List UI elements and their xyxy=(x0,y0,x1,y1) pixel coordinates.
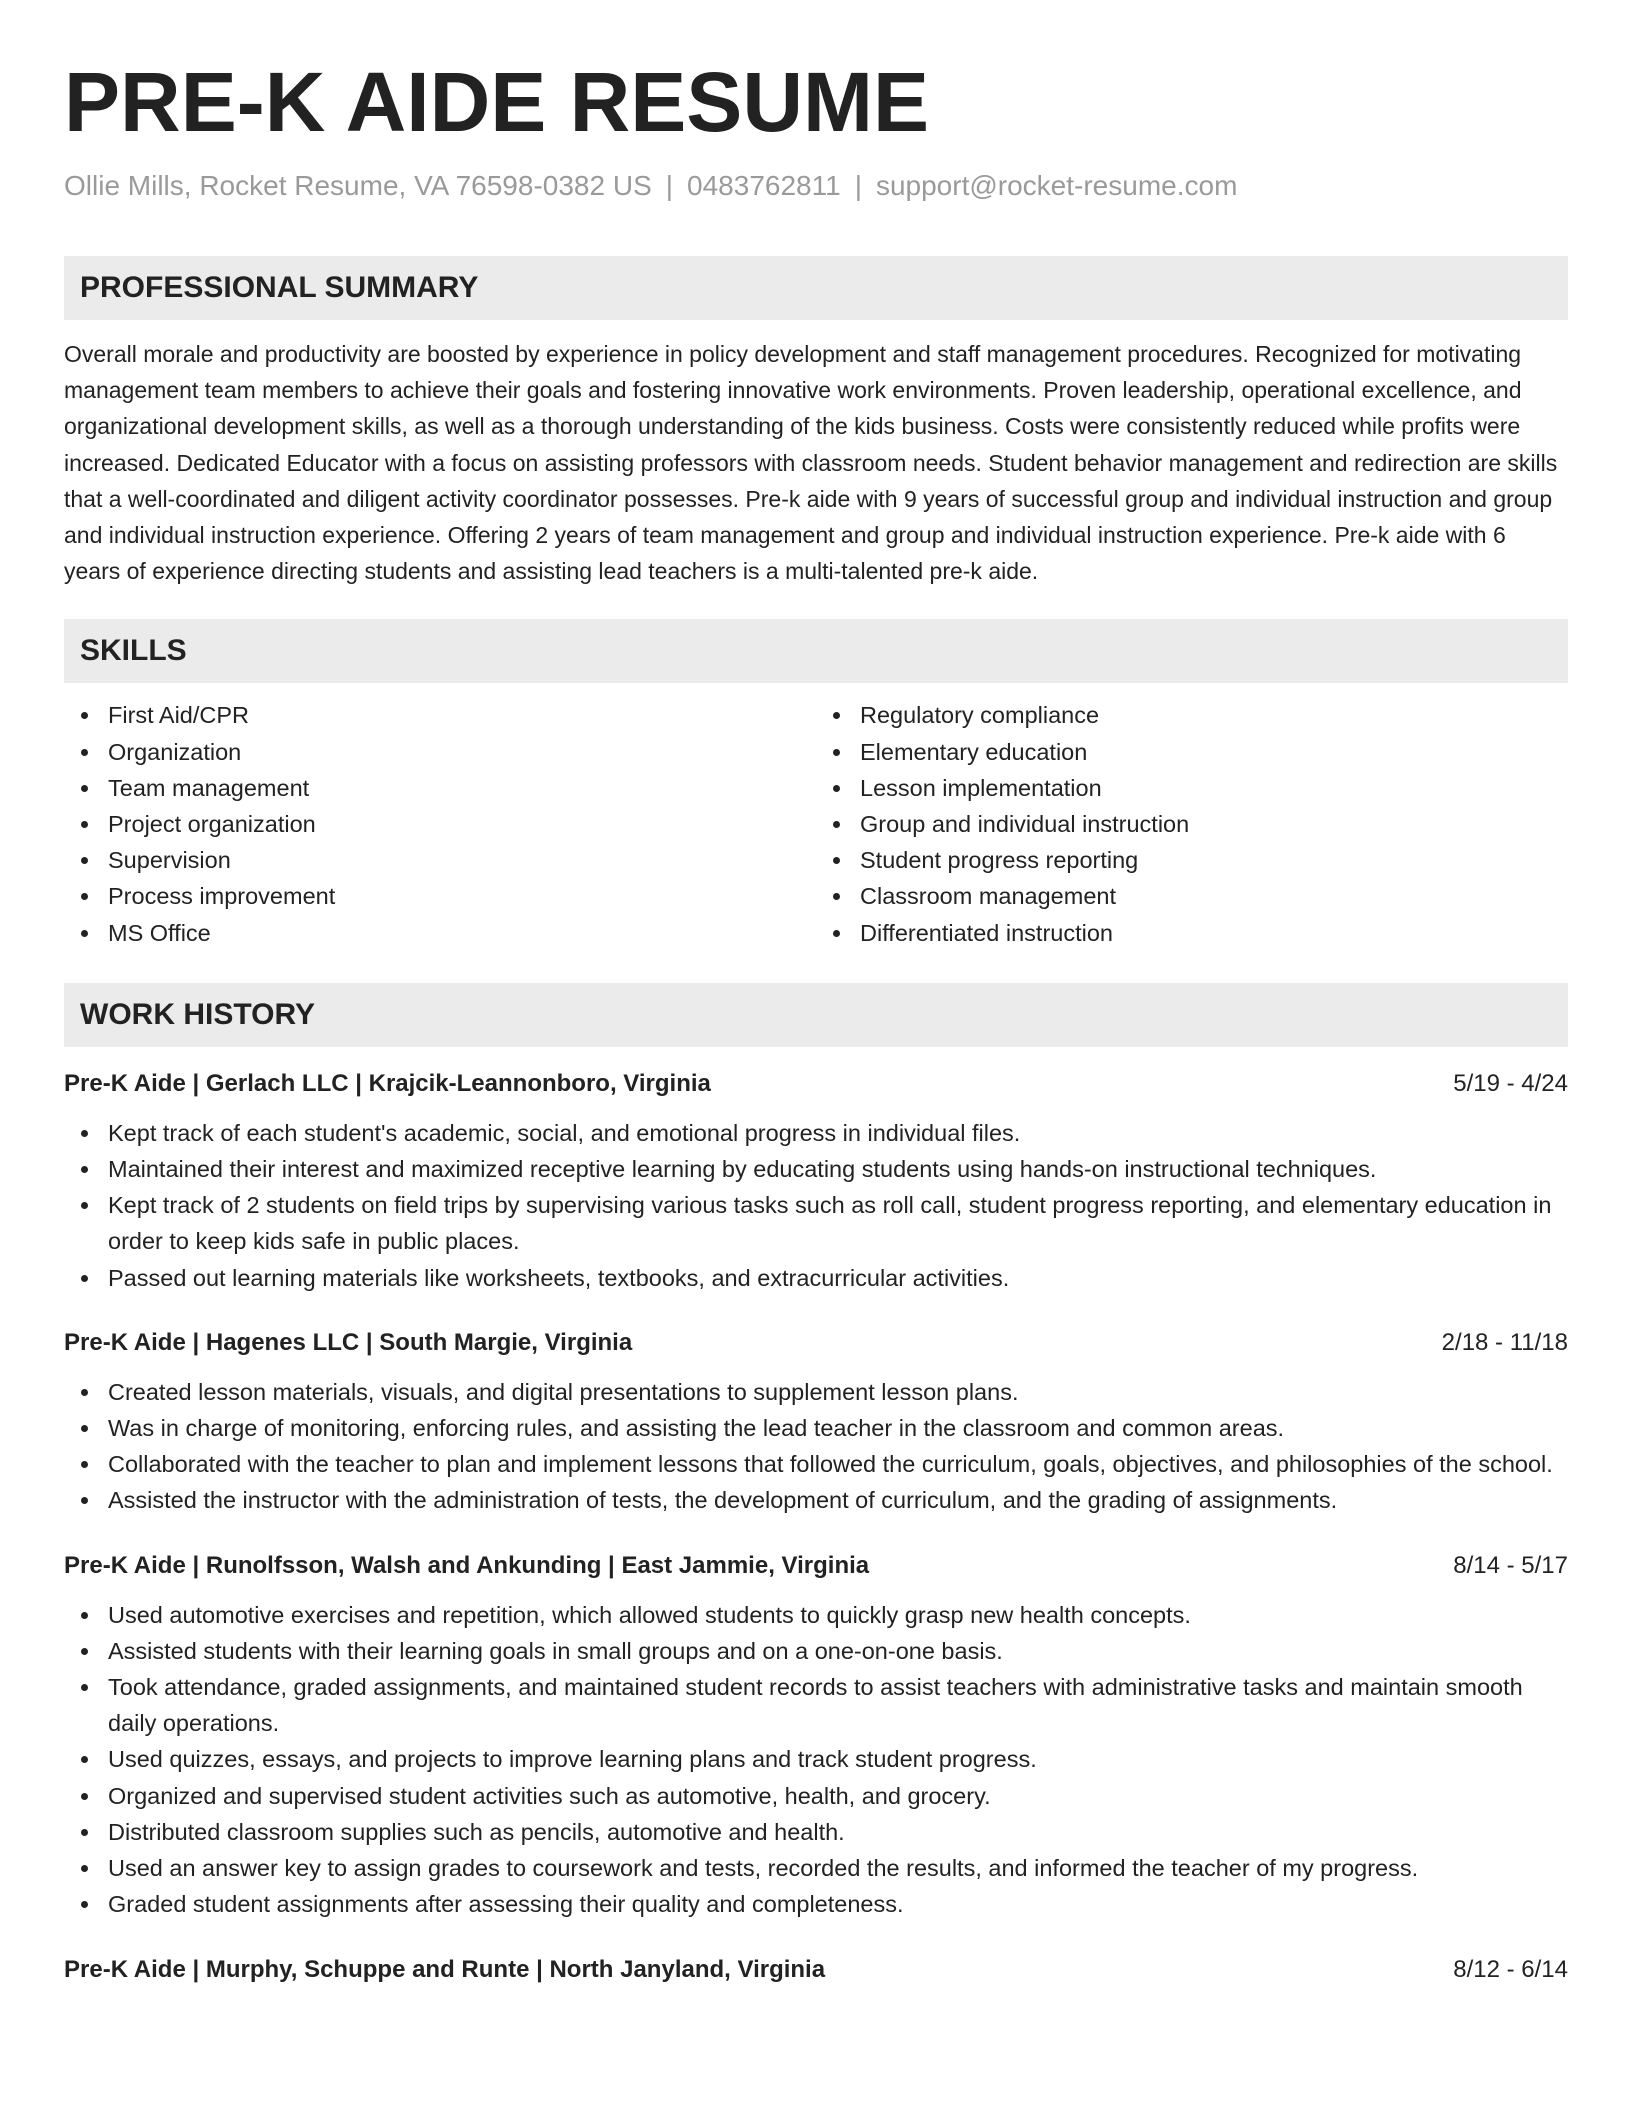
job-header xyxy=(64,1953,1568,1987)
job-title: Pre-K Aide | Hagenes LLC | South Margie, Virginia xyxy=(64,1328,633,1356)
skill-item: Differentiated instruction xyxy=(816,915,1568,951)
job-bullet: Graded student assignments after assessing their quality and completeness. xyxy=(64,1886,1568,1922)
contact-address: Ollie Mills, Rocket Resume, VA 76598-0382 US xyxy=(64,170,652,201)
job-bullet: Collaborated with the teacher to plan and implement lessons that followed the curriculum, goals, objectives, and philosophies of the school. xyxy=(64,1446,1568,1482)
job-bullets xyxy=(64,1115,1568,1296)
skill-item: Classroom management xyxy=(816,878,1568,914)
skills-column-right xyxy=(816,697,1568,950)
job-bullet: Kept track of each student's academic, social, and emotional progress in individual files. xyxy=(64,1115,1568,1151)
summary-text: Overall morale and productivity are boosted by experience in policy development and staff management procedures. Recognized for motivating management team members to achieve their goals and fostering innovative work environments. Proven leadership, operational excellence, and organizational development skills, as well as a thorough understanding of the kids business. Costs were consistently reduced while profits were increased. Dedicated Educator with a focus on assisting professors with classroom needs. Student behavior management and redirection are skills that a well-coordinated and diligent activity coordinator possesses. Pre-k aide with 9 years of successful group and individual instruction and group and individual instruction experience. Offering 2 years of team management and group and individual instruction experience. Pre-k aide with 6 years of experience directing students and assisting lead teachers is a multi-talented pre-k aide. xyxy=(64,341,1558,585)
contact-phone: 0483762811 xyxy=(687,170,841,201)
skills-list xyxy=(64,697,1568,950)
job-entry xyxy=(64,1067,1568,1296)
job-bullets xyxy=(64,1374,1568,1519)
skill-item: Organization xyxy=(64,734,816,770)
contact-email: support@rocket-resume.com xyxy=(875,170,1238,201)
job-bullet: Took attendance, graded assignments, and maintained student records to assist teachers with administrative tasks and maintain smooth daily operations. xyxy=(64,1669,1568,1741)
job-title: Pre-K Aide | Runolfsson, Walsh and Ankunding | East Jammie, Virginia xyxy=(64,1551,870,1579)
job-entry xyxy=(64,1953,1568,1987)
job-bullet: Was in charge of monitoring, enforcing rules, and assisting the lead teacher in the classroom and common areas. xyxy=(64,1410,1568,1446)
section-header-work-history: WORK HISTORY xyxy=(64,983,1568,1047)
skill-item: Process improvement xyxy=(64,878,816,914)
job-title: Pre-K Aide | Murphy, Schuppe and Runte | North Janyland, Virginia xyxy=(64,1955,826,1983)
job-dates: 8/12 - 6/14 xyxy=(1453,1955,1568,1983)
job-bullet: Maintained their interest and maximized receptive learning by educating students using hands-on instructional techniques. xyxy=(64,1151,1568,1187)
skill-item: First Aid/CPR xyxy=(64,697,816,733)
job-bullet: Kept track of 2 students on field trips by supervising various tasks such as roll call, student progress reporting, and elementary education in order to keep kids safe in public places. xyxy=(64,1187,1568,1259)
skills-column-left xyxy=(64,697,816,950)
contact-separator: | xyxy=(665,170,674,201)
skill-item: Group and individual instruction xyxy=(816,806,1568,842)
skill-item: Lesson implementation xyxy=(816,770,1568,806)
job-bullet: Created lesson materials, visuals, and digital presentations to supplement lesson plans. xyxy=(64,1374,1568,1410)
job-header xyxy=(64,1067,1568,1101)
contact-separator: | xyxy=(854,170,862,201)
skill-item: Elementary education xyxy=(816,734,1568,770)
job-dates: 8/14 - 5/17 xyxy=(1453,1551,1568,1579)
job-bullet: Passed out learning materials like worksheets, textbooks, and extracurricular activities. xyxy=(64,1260,1568,1296)
job-bullet: Used an answer key to assign grades to coursework and tests, recorded the results, and informed the teacher of my progress. xyxy=(64,1850,1568,1886)
job-dates: 2/18 - 11/18 xyxy=(1441,1328,1568,1356)
skill-item: Project organization xyxy=(64,806,816,842)
job-bullet: Used automotive exercises and repetition, which allowed students to quickly grasp new health concepts. xyxy=(64,1597,1568,1633)
skill-item: Team management xyxy=(64,770,816,806)
job-header xyxy=(64,1326,1568,1360)
section-header-skills: SKILLS xyxy=(64,619,1568,683)
resume-title: PRE-K AIDE RESUME xyxy=(64,55,929,149)
job-bullet: Organized and supervised student activities such as automotive, health, and grocery. xyxy=(64,1778,1568,1814)
job-bullet: Distributed classroom supplies such as pencils, automotive and health. xyxy=(64,1814,1568,1850)
job-dates: 5/19 - 4/24 xyxy=(1453,1069,1568,1097)
job-bullet: Assisted students with their learning goals in small groups and on a one-on-one basis. xyxy=(64,1633,1568,1669)
contact-line xyxy=(64,166,1568,206)
job-bullets xyxy=(64,1597,1568,1923)
job-entry xyxy=(64,1326,1568,1519)
job-bullet: Assisted the instructor with the administration of tests, the development of curriculum, and the grading of assignments. xyxy=(64,1482,1568,1518)
skill-item: Supervision xyxy=(64,842,816,878)
skill-item: MS Office xyxy=(64,915,816,951)
job-entry xyxy=(64,1549,1568,1923)
job-bullet: Used quizzes, essays, and projects to improve learning plans and track student progress. xyxy=(64,1741,1568,1777)
job-header xyxy=(64,1549,1568,1583)
skill-item: Regulatory compliance xyxy=(816,697,1568,733)
job-title: Pre-K Aide | Gerlach LLC | Krajcik-Leannonboro, Virginia xyxy=(64,1069,711,1097)
skill-item: Student progress reporting xyxy=(816,842,1568,878)
section-header-summary: PROFESSIONAL SUMMARY xyxy=(64,256,1568,320)
